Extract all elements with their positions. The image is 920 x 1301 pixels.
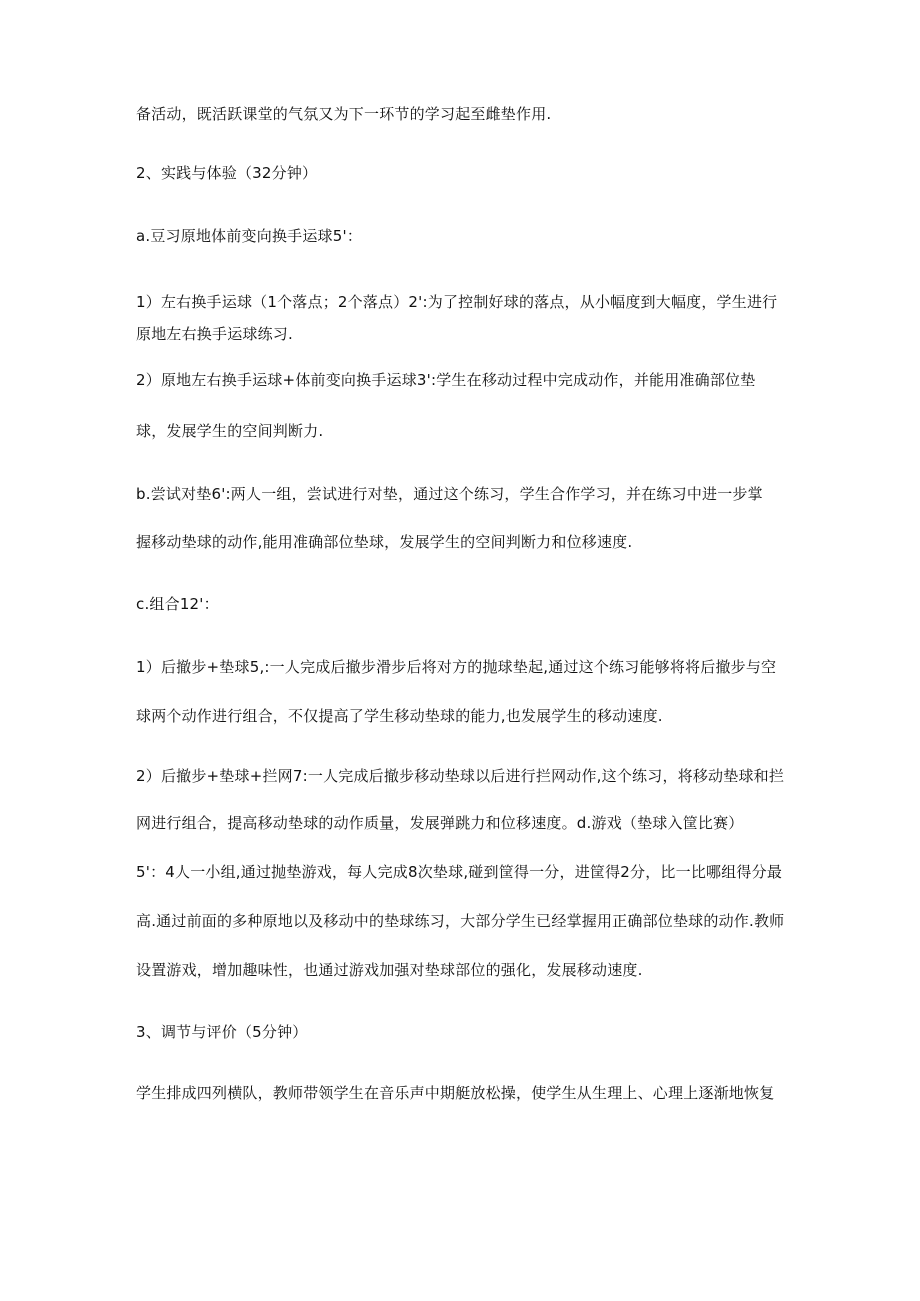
text-line: 高.通过前面的多种原地以及移动中的垫球练习，大部分学生已经掌握用正确部位垫球的动作.教师 — [136, 912, 785, 930]
text-line: 学生排成四列横队，教师带领学生在音乐声中期艇放松操，使学生从生理上、心理上逐渐地恢复 — [136, 1084, 775, 1102]
text-line: 原地左右换手运球练习. — [136, 325, 293, 343]
section-heading: 3、调节与评价（5分钟） — [136, 1023, 308, 1041]
text-line: 网进行组合，提高移动垫球的动作质量，发展弹跳力和位移速度。d.游戏（垫球入筐比赛） — [136, 814, 744, 832]
text-line: 1）左右换手运球（1个落点；2个落点）2':为了控制好球的落点，从小幅度到大幅度，学生进行 — [136, 293, 778, 311]
subsection-heading: c.组合12'： — [136, 595, 219, 613]
text-line: 球，发展学生的空间判断力. — [136, 422, 324, 440]
text-line: 1）后撤步+垫球5,:一人完成后撤步滑步后将对方的抛球垫起,通过这个练习能够将将后撤步与空 — [136, 658, 777, 676]
text-line: 备活动，既活跃课堂的气氛又为下一环节的学习起至雌垫作用. — [136, 105, 552, 123]
text-line: 2）后撤步+垫球+拦网7:一人完成后撤步移动垫球以后进行拦网动作,这个练习，将移动垫球和拦 — [136, 767, 785, 785]
text-line: 设置游戏，增加趣味性，也通过游戏加强对垫球部位的强化，发展移动速度. — [136, 961, 643, 979]
subsection-heading: a.豆习原地体前变向换手运球5'： — [136, 227, 363, 245]
text-line: b.尝试对垫6':两人一组，尝试进行对垫，通过这个练习，学生合作学习，并在练习中进一步掌 — [136, 485, 763, 503]
text-line: 握移动垫球的动作,能用准确部位垫球，发展学生的空间判断力和位移速度. — [136, 533, 633, 551]
text-line: 5'：4人一小组,通过抛垫游戏，每人完成8次垫球,碰到筐得一分，进筐得2分，比一比哪组得分最 — [136, 863, 783, 881]
text-line: 2）原地左右换手运球+体前变向换手运球3':学生在移动过程中完成动作，并能用准确部位垫 — [136, 371, 756, 389]
text-line: 球两个动作进行组合，不仅提高了学生移动垫球的能力,也发展学生的移动速度. — [136, 707, 663, 725]
section-heading: 2、实践与体验（32分钟） — [136, 164, 318, 182]
